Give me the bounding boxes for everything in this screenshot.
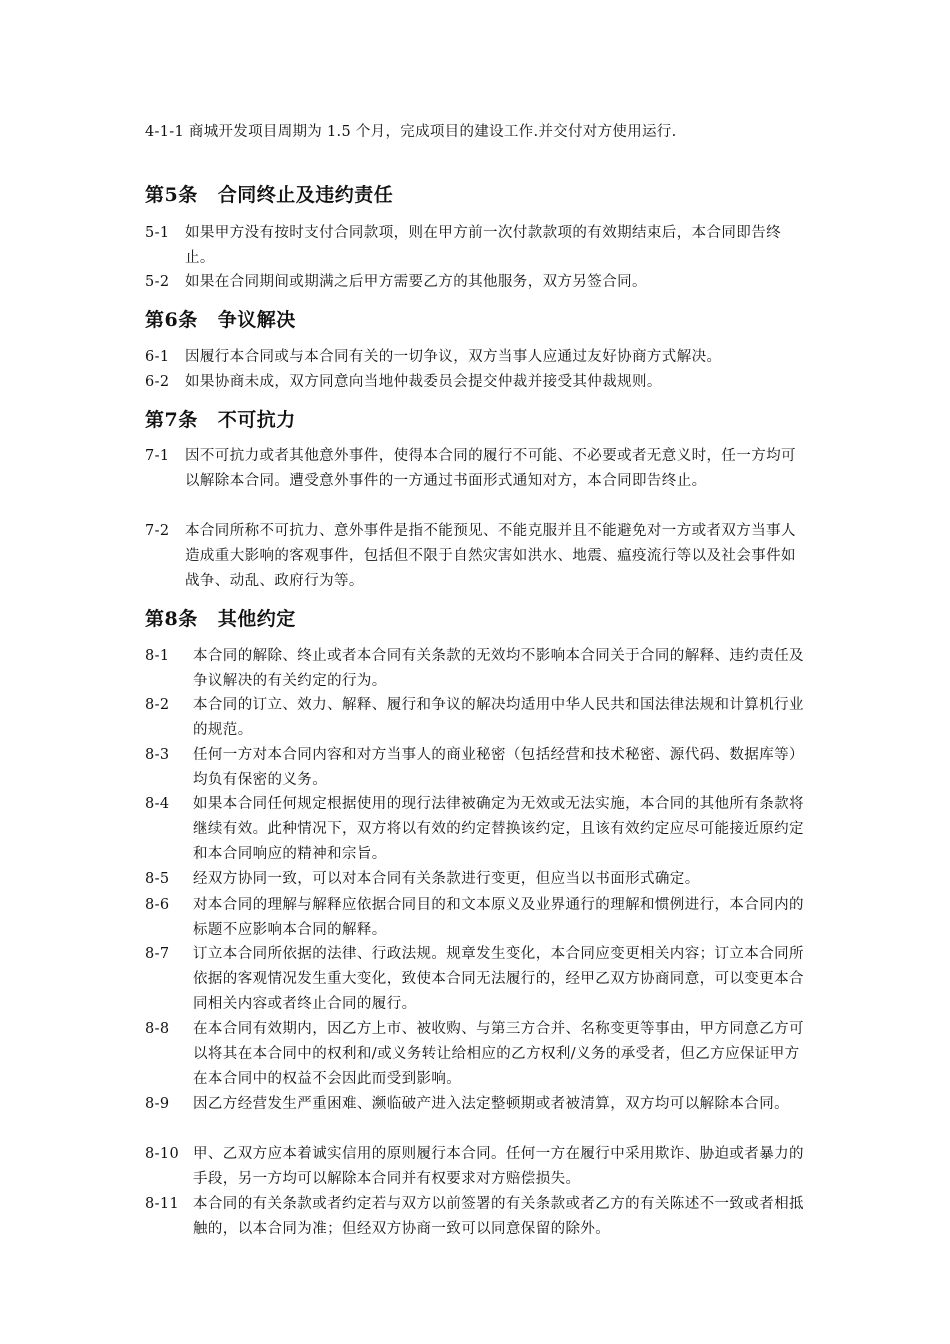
clause-8-8: [145, 1017, 810, 1092]
section-title: 其他约定: [217, 608, 296, 630]
clause-8-3: [145, 743, 810, 793]
clause-text: 本合同所称不可抗力、意外事件是指不能预见、不能克服并且不能避免对一方或者双方当事人造成重大影响的客观事件，包括但不限于自然灾害如洪水、地震、瘟疫流行等以及社会事件如战争、动乱、政府行为等。: [185, 523, 796, 589]
clause-text: 甲、乙双方应本着诚实信用的原则履行本合同。任何一方在履行中采用欺诈、胁迫或者暴力的手段，另一方均可以解除本合同并有权要求对方赔偿损失。: [193, 1146, 804, 1187]
clause-text: 本合同的有关条款或者约定若与双方以前签署的有关条款或者乙方的有关陈述不一致或者相抵触的，以本合同为准；但经双方协商一致可以同意保留的除外。: [193, 1196, 804, 1237]
clause-text: 如果协商未成，双方同意向当地仲裁委员会提交仲裁并接受其仲裁规则。: [185, 374, 662, 390]
clause-text: 如果本合同任何规定根据使用的现行法律被确定为无效或无法实施，本合同的其他所有条款将继续有效。此种情况下，双方将以有效的约定替换该约定，且该有效约定应尽可能接近原约定和本合同响应的精神和宗旨。: [193, 796, 804, 862]
clause-7-1: [145, 444, 810, 494]
clause-8-9: [145, 1092, 810, 1117]
clause-text: 在本合同有效期内，因乙方上市、被收购、与第三方合并、名称变更等事由，甲方同意乙方可以将其在本合同中的权利和/或义务转让给相应的乙方权利/义务的承受者，但乙方应保证甲方在本合同中的权益不会因此而受到影响。: [193, 1021, 804, 1087]
clause-text: 因乙方经营发生严重困难、濒临破产进入法定整顿期或者被清算，双方均可以解除本合同。: [193, 1096, 789, 1112]
clause-8-1: [145, 644, 810, 694]
clause-text: 订立本合同所依据的法律、行政法规。规章发生变化，本合同应变更相关内容；订立本合同所依据的客观情况发生重大变化，致使本合同无法履行的，经甲乙双方协商同意，可以变更本合同相关内容或者终止合同的履行。: [193, 946, 804, 1012]
section-number: 第7条: [145, 409, 198, 431]
clause-number: 8-4: [145, 796, 170, 812]
clause-8-5: [145, 867, 810, 892]
clause-8-11: [145, 1192, 810, 1242]
clause-number: 7-2: [145, 523, 170, 539]
clause-text: 任何一方对本合同内容和对方当事人的商业秘密（包括经营和技术秘密、源代码、数据库等）均负有保密的义务。: [193, 747, 804, 788]
clause-5-1: [145, 221, 810, 271]
clause-4-1-1: [145, 122, 810, 142]
clause-number: 8-1: [145, 648, 170, 664]
clause-number: 8-7: [145, 946, 170, 962]
clause-8-2: [145, 693, 810, 743]
section-number: 第8条: [145, 608, 198, 630]
clause-number: 8-5: [145, 871, 170, 887]
clause-number: 5-1: [145, 225, 170, 241]
clause-number: 7-1: [145, 448, 170, 464]
clause-6-2: [145, 370, 810, 395]
section-title: 争议解决: [217, 309, 296, 331]
clause-number: 4-1-1: [145, 124, 184, 140]
section-number: 第6条: [145, 309, 198, 331]
clause-number: 8-11: [145, 1196, 180, 1212]
clause-text: 因不可抗力或者其他意外事件，使得本合同的履行不可能、不必要或者无意义时，任一方均可以解除本合同。遭受意外事件的一方通过书面形式通知对方，本合同即告终止。: [185, 448, 796, 489]
clause-number: 8-2: [145, 697, 170, 713]
section-title: 不可抗力: [217, 409, 296, 431]
clause-text: 本合同的解除、终止或者本合同有关条款的无效均不影响本合同关于合同的解释、违约责任及争议解决的有关约定的行为。: [193, 648, 804, 689]
clause-text: 如果甲方没有按时支付合同款项，则在甲方前一次付款款项的有效期结束后，本合同即告终止。: [185, 225, 781, 266]
clause-text: 经双方协同一致，可以对本合同有关条款进行变更，但应当以书面形式确定。: [193, 871, 700, 887]
clause-text: 商城开发项目周期为 1.5 个月，完成项目的建设工作.并交付对方使用运行.: [188, 124, 677, 140]
clause-number: 6-1: [145, 349, 170, 365]
clause-6-1: [145, 345, 810, 370]
clause-text: 对本合同的理解与解释应依据合同目的和文本原义及业界通行的理解和惯例进行，本合同内的标题不应影响本合同的解释。: [193, 897, 804, 938]
section-heading-8: [145, 606, 296, 632]
clause-text: 因履行本合同或与本合同有关的一切争议，双方当事人应通过友好协商方式解决。: [185, 349, 722, 365]
clause-7-2: [145, 519, 810, 594]
clause-8-6: [145, 893, 810, 943]
section-title: 合同终止及违约责任: [217, 184, 394, 206]
clause-number: 5-2: [145, 274, 170, 290]
clause-number: 6-2: [145, 374, 170, 390]
section-heading-7: [145, 407, 296, 433]
clause-number: 8-6: [145, 897, 170, 913]
clause-8-10: [145, 1142, 810, 1192]
section-heading-6: [145, 307, 296, 333]
clause-5-2: [145, 270, 810, 295]
section-heading-5: [145, 182, 393, 208]
clause-8-4: [145, 792, 810, 867]
clause-text: 如果在合同期间或期满之后甲方需要乙方的其他服务，双方另签合同。: [185, 274, 647, 290]
section-number: 第5条: [145, 184, 198, 206]
clause-number: 8-3: [145, 747, 170, 763]
clause-text: 本合同的订立、效力、解释、履行和争议的解决均适用中华人民共和国法律法规和计算机行业的规范。: [193, 697, 804, 738]
clause-8-7: [145, 942, 810, 1017]
clause-number: 8-8: [145, 1021, 170, 1037]
clause-number: 8-9: [145, 1096, 170, 1112]
clause-number: 8-10: [145, 1146, 180, 1162]
